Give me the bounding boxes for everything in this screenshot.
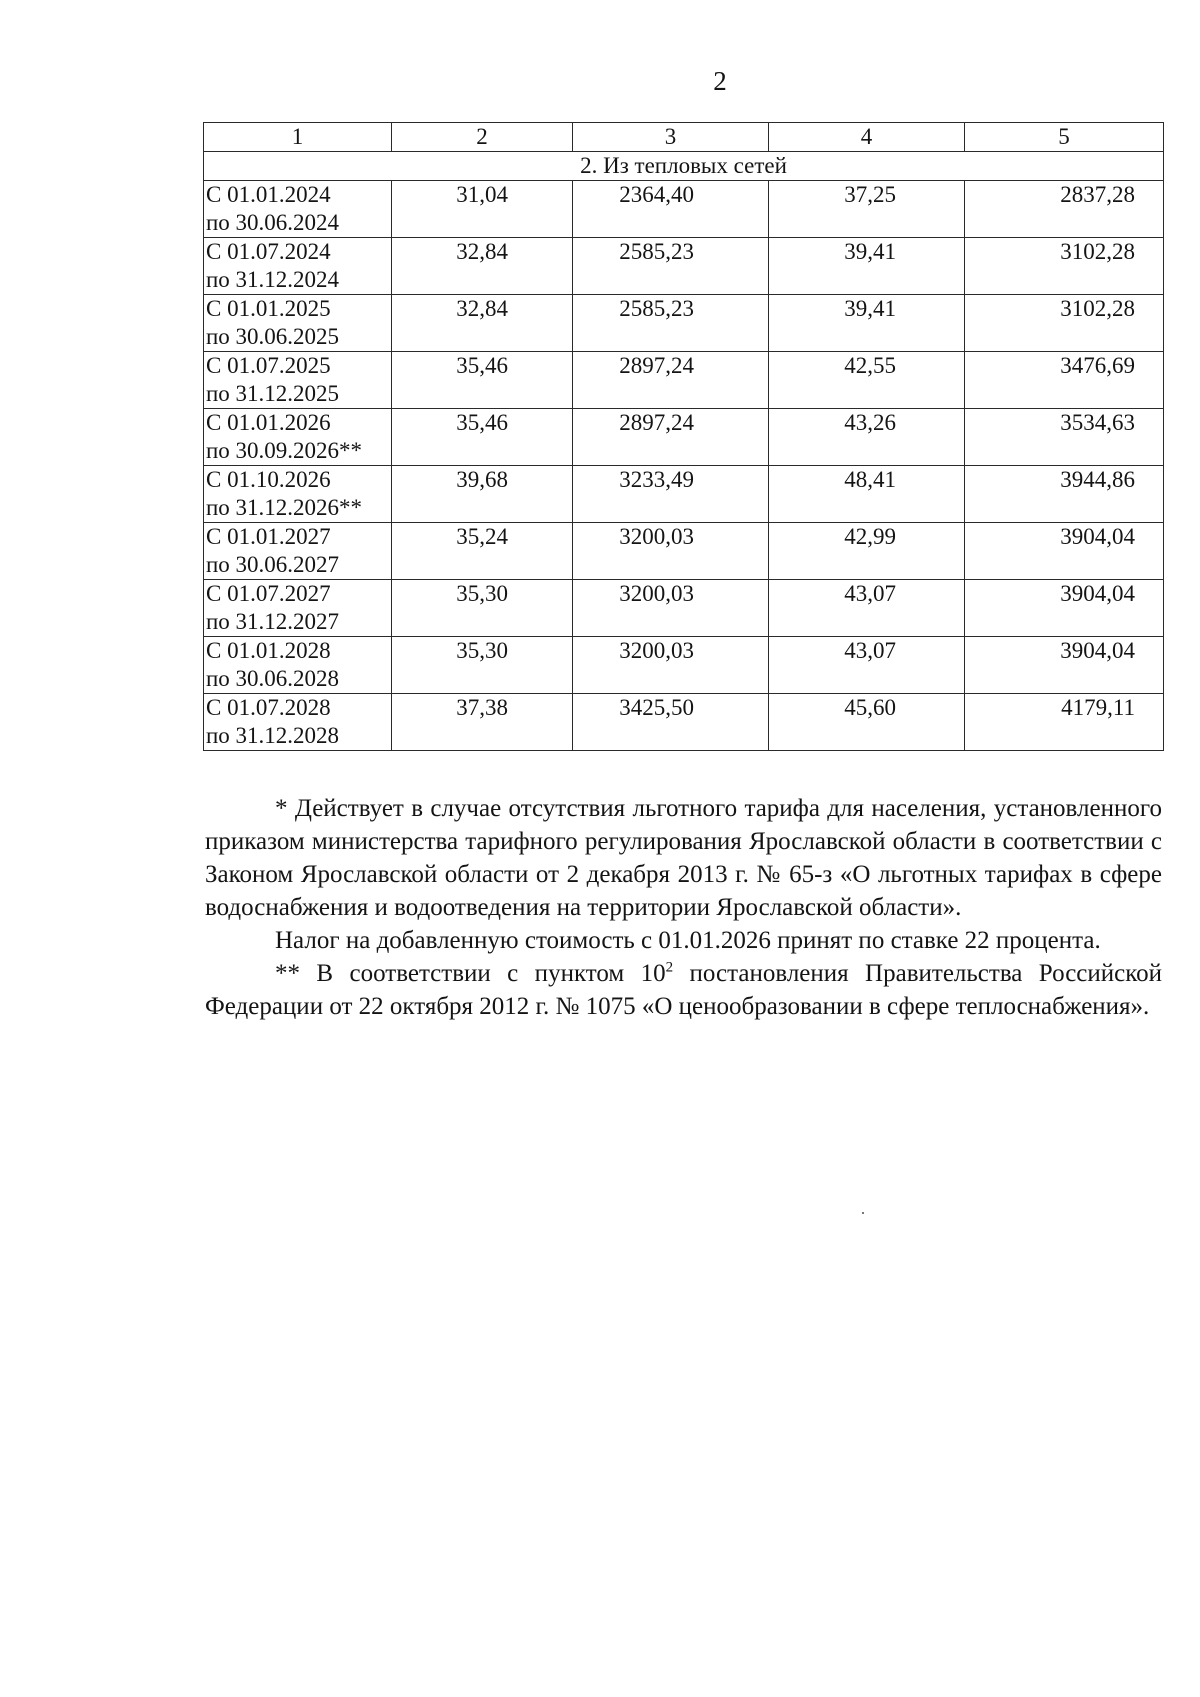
period-cell	[204, 238, 392, 295]
value-cell-c5: 4179,11	[965, 694, 1164, 751]
footnote-text: постановления Правительства Российской Федерации от 22 октября 2012 г. № 1075 «О ценообразовании в сфере теплоснабжения».	[205, 960, 1163, 1020]
section-row	[204, 152, 1164, 181]
column-number-row	[204, 123, 1164, 152]
period-to: по 30.06.2028	[206, 666, 340, 691]
period-to: по 31.12.2026**	[206, 495, 363, 520]
value-cell-c2: 35,46	[392, 352, 573, 409]
table-row	[204, 523, 1164, 580]
value-cell-c3: 3425,50	[573, 694, 769, 751]
value-cell-c2: 35,46	[392, 409, 573, 466]
value-cell-c3: 3200,03	[573, 580, 769, 637]
column-number: 2	[392, 123, 573, 152]
footnote-text: ** В соответствии с пунктом 10	[275, 960, 666, 987]
footnote-superscript: 2	[665, 959, 674, 976]
value-cell-c5: 3904,04	[965, 523, 1164, 580]
value-cell-c5: 3904,04	[965, 580, 1164, 637]
period-cell	[204, 523, 392, 580]
section-title: 2. Из тепловых сетей	[204, 152, 1164, 181]
value-cell-c2: 32,84	[392, 295, 573, 352]
period-from: С 01.07.2025	[206, 353, 331, 378]
value-cell-c3: 2897,24	[573, 352, 769, 409]
footnote-pricing-resolution	[205, 957, 1162, 1023]
period-from: С 01.07.2027	[206, 581, 331, 606]
value-cell-c5: 3102,28	[965, 238, 1164, 295]
period-from: С 01.07.2024	[206, 239, 331, 264]
period-from: С 01.01.2025	[206, 296, 331, 321]
table-row	[204, 352, 1164, 409]
period-from: С 01.01.2027	[206, 524, 331, 549]
table-row	[204, 409, 1164, 466]
period-cell	[204, 637, 392, 694]
period-to: по 31.12.2025	[206, 381, 340, 406]
value-cell-c2: 31,04	[392, 181, 573, 238]
value-cell-c4: 39,41	[769, 238, 965, 295]
column-number: 5	[965, 123, 1164, 152]
period-cell	[204, 409, 392, 466]
value-cell-c3: 2364,40	[573, 181, 769, 238]
value-cell-c3: 2897,24	[573, 409, 769, 466]
period-from: С 01.01.2028	[206, 638, 331, 663]
value-cell-c5: 3944,86	[965, 466, 1164, 523]
value-cell-c3: 2585,23	[573, 238, 769, 295]
scan-speck	[862, 1212, 864, 1214]
page-number: 2	[713, 66, 727, 96]
column-number: 4	[769, 123, 965, 152]
period-to: по 31.12.2027	[206, 609, 340, 634]
column-number: 1	[204, 123, 392, 152]
table-row	[204, 694, 1164, 751]
table-row	[204, 466, 1164, 523]
value-cell-c2: 35,24	[392, 523, 573, 580]
value-cell-c2: 35,30	[392, 637, 573, 694]
value-cell-c2: 35,30	[392, 580, 573, 637]
period-cell	[204, 694, 392, 751]
table-row	[204, 181, 1164, 238]
value-cell-c3: 3200,03	[573, 523, 769, 580]
period-to: по 31.12.2024	[206, 267, 340, 292]
table-row	[204, 238, 1164, 295]
column-number: 3	[573, 123, 769, 152]
period-from: С 01.01.2024	[206, 182, 331, 207]
tariff-table	[203, 122, 1164, 751]
value-cell-c4: 37,25	[769, 181, 965, 238]
table-row	[204, 637, 1164, 694]
value-cell-c5: 3904,04	[965, 637, 1164, 694]
value-cell-c5: 3102,28	[965, 295, 1164, 352]
period-to: по 30.06.2025	[206, 324, 340, 349]
period-from: С 01.07.2028	[206, 695, 331, 720]
value-cell-c2: 32,84	[392, 238, 573, 295]
table-row	[204, 580, 1164, 637]
footnote-vat: Налог на добавленную стоимость с 01.01.2026 принят по ставке 22 процента.	[275, 927, 1101, 954]
value-cell-c4: 43,26	[769, 409, 965, 466]
footnotes	[205, 792, 1162, 1023]
period-cell	[204, 295, 392, 352]
value-cell-c2: 39,68	[392, 466, 573, 523]
value-cell-c4: 45,60	[769, 694, 965, 751]
value-cell-c4: 39,41	[769, 295, 965, 352]
period-cell	[204, 466, 392, 523]
period-cell	[204, 580, 392, 637]
value-cell-c3: 3200,03	[573, 637, 769, 694]
period-from: С 01.10.2026	[206, 467, 331, 492]
value-cell-c4: 42,55	[769, 352, 965, 409]
value-cell-c4: 48,41	[769, 466, 965, 523]
value-cell-c5: 3534,63	[965, 409, 1164, 466]
value-cell-c4: 42,99	[769, 523, 965, 580]
period-cell	[204, 181, 392, 238]
period-from: С 01.01.2026	[206, 410, 331, 435]
value-cell-c5: 2837,28	[965, 181, 1164, 238]
value-cell-c3: 2585,23	[573, 295, 769, 352]
value-cell-c2: 37,38	[392, 694, 573, 751]
period-to: по 30.06.2024	[206, 210, 340, 235]
period-to: по 31.12.2028	[206, 723, 340, 748]
value-cell-c5: 3476,69	[965, 352, 1164, 409]
footnote-preferential-tariff: * Действует в случае отсутствия льготного тарифа для населения, установленного приказом министерства тарифного регулирования Ярославской области в соответствии с Законом Ярославской области от 2 декабря 2013 г. № 65-з «О льготных тарифах в сфере водоснабжения и водоотведения на территории Ярославской области».	[205, 795, 1162, 921]
period-to: по 30.06.2027	[206, 552, 340, 577]
period-cell	[204, 352, 392, 409]
value-cell-c4: 43,07	[769, 637, 965, 694]
period-to: по 30.09.2026**	[206, 438, 363, 463]
value-cell-c4: 43,07	[769, 580, 965, 637]
table-row	[204, 295, 1164, 352]
value-cell-c3: 3233,49	[573, 466, 769, 523]
